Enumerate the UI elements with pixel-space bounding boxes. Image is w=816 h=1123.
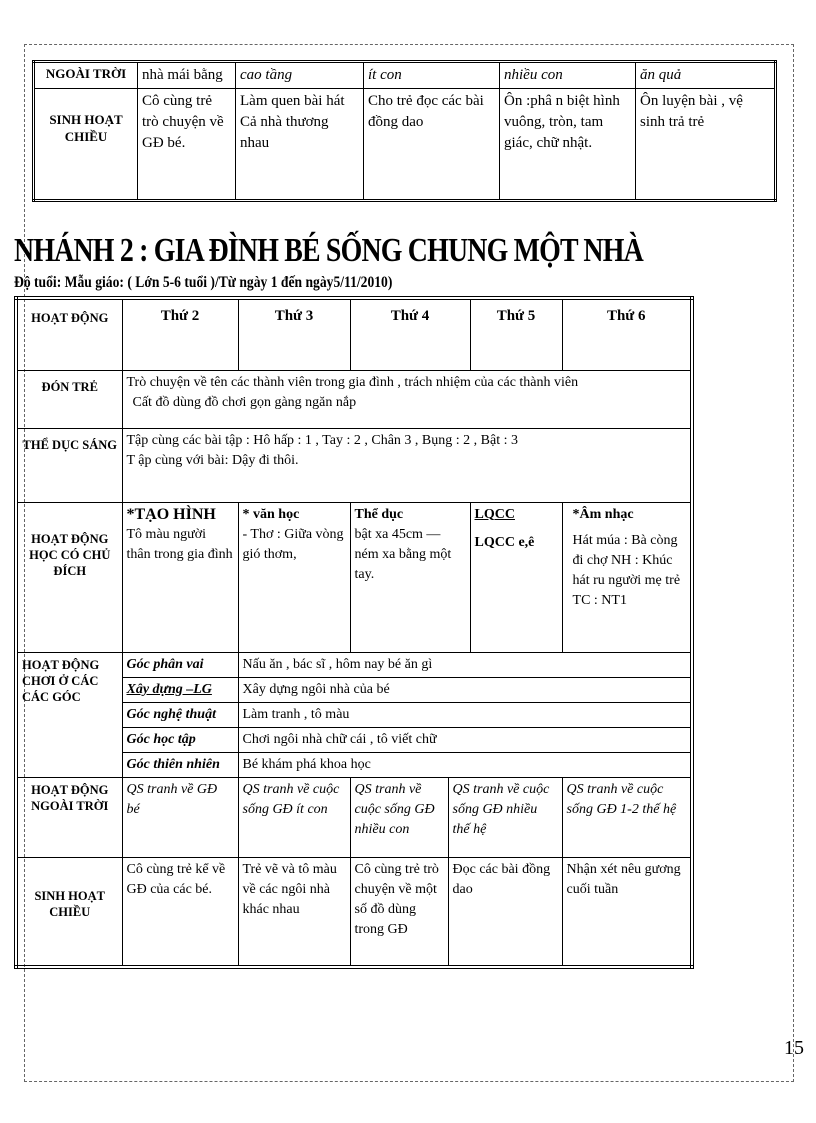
table-cell: Cô cùng trẻ trò chuyện về một số đồ dùng trong GĐ — [350, 857, 448, 967]
row-label: SINH HOẠT CHIỀU — [16, 857, 122, 967]
page-subtitle: Độ tuổi: Mẫu giáo: ( Lớn 5-6 tuổi )/Từ ngày 1 đến ngày5/11/2010) — [14, 274, 393, 291]
cell-body: LQCC e,ê — [474, 534, 535, 550]
don-tre-row — [16, 370, 692, 428]
table-cell: ăn quả — [636, 62, 776, 89]
cell-head: LQCC — [474, 506, 515, 522]
corner-content: Nấu ăn , bác sĩ , hôm nay bé ăn gì — [238, 652, 692, 677]
row-label: HOẠT ĐỘNG CHƠI Ở CÁC CÁC GÓC — [16, 652, 122, 777]
row-label: NGOÀI TRỜI — [34, 62, 138, 89]
table-cell — [470, 502, 562, 652]
table-cell: Cô cùng trẻ kể về GĐ của các bé. — [122, 857, 238, 967]
table-cell: Cho trẻ đọc các bài đồng dao — [364, 89, 500, 201]
table-cell: Trẻ vẽ và tô màu về các ngôi nhà khác nhau — [238, 857, 350, 967]
top-table — [32, 60, 777, 202]
table-cell: cao tầng — [236, 62, 364, 89]
line: Cất đồ dùng đồ chơi gọn gàng ngăn nắp — [132, 394, 357, 410]
line: Tập cùng các bài tập : Hô hấp : 1 , Tay : 2 , Chân 3 , Bụng : 2 , Bật : 3 — [126, 432, 518, 448]
corner-name: Góc nghệ thuật — [122, 702, 238, 727]
table-cell: Nhận xét nêu gương cuối tuần — [562, 857, 692, 967]
line: Trò chuyện về tên các thành viên trong gia đình , trách nhiệm của các thành viên — [126, 374, 579, 390]
table-cell — [122, 370, 692, 428]
sinh-hoat-row — [16, 857, 692, 967]
schedule-table — [14, 296, 694, 969]
table-cell: ít con — [364, 62, 500, 89]
row-label: SINH HOẠT CHIỀU — [34, 89, 138, 201]
corner-content: Làm tranh , tô màu — [238, 702, 692, 727]
table-cell: Ôn :phâ n biệt hình vuông, tròn, tam giác, chữ nhật. — [500, 89, 636, 201]
corner-name: Góc học tập — [122, 727, 238, 752]
hoc-row — [16, 502, 692, 652]
corner-name: Góc phân vai — [122, 652, 238, 677]
cell-head: *TẠO HÌNH — [126, 505, 216, 523]
table-cell: QS tranh về cuộc sống GĐ 1-2 thế hệ — [562, 777, 692, 857]
table-cell: nhà mái bằng — [138, 62, 236, 89]
table-cell: Đọc các bài đồng dao — [448, 857, 562, 967]
table-cell: QS tranh về GĐ bé — [122, 777, 238, 857]
goc-row — [16, 652, 692, 677]
table-cell — [122, 502, 238, 652]
table-cell: Cô cùng trẻ trò chuyện về GĐ bé. — [138, 89, 236, 201]
corner-name: Góc thiên nhiên — [122, 752, 238, 777]
row-label: HOẠT ĐỘNG HỌC CÓ CHỦ ĐÍCH — [16, 502, 122, 652]
table-cell: Làm quen bài hát Cả nhà thương nhau — [236, 89, 364, 201]
cell-head: *Âm nhạc — [572, 506, 634, 522]
cell-body: Hát múa : Bà còng đi chợ NH : Khúc hát ru người mẹ trẻ TC : NT1 — [572, 532, 681, 608]
page-number: 15 — [784, 1037, 804, 1059]
page-title: NHÁNH 2 : GIA ĐÌNH BÉ SỐNG CHUNG MỘT NHÀ — [14, 232, 643, 269]
table-cell — [238, 502, 350, 652]
cell-head: * văn học — [242, 506, 300, 522]
table-cell: QS tranh về cuộc sống GĐ ít con — [238, 777, 350, 857]
table-cell — [562, 502, 692, 652]
cell-body: Tô màu người thân trong gia đình — [126, 526, 233, 562]
table-cell: QS tranh về cuộc sống GĐ nhiều con — [350, 777, 448, 857]
the-duc-row — [16, 428, 692, 502]
header-label: HOẠT ĐỘNG — [16, 298, 122, 370]
day-header: Thứ 2 — [122, 298, 238, 370]
header-row — [16, 298, 692, 370]
day-header: Thứ 4 — [350, 298, 470, 370]
day-header: Thứ 3 — [238, 298, 350, 370]
table-cell: nhiều con — [500, 62, 636, 89]
row-label: HOẠT ĐỘNG NGOÀI TRỜI — [16, 777, 122, 857]
corner-content: Bé khám phá khoa học — [238, 752, 692, 777]
cell-body: - Thơ : Giữa vòng gió thơm, — [242, 526, 344, 562]
line: T ập cùng với bài: Dậy đi thôi. — [126, 452, 299, 468]
table-cell: QS tranh về cuộc sống GĐ nhiều thế hệ — [448, 777, 562, 857]
table-row — [34, 89, 776, 201]
cell-head: Thể dục — [354, 506, 404, 522]
table-cell — [350, 502, 470, 652]
day-header: Thứ 5 — [470, 298, 562, 370]
corner-content: Xây dựng ngôi nhà của bé — [238, 677, 692, 702]
table-row — [34, 62, 776, 89]
cell-body: bật xa 45cm — ném xa bằng một tay. — [354, 526, 452, 582]
row-label: ĐÓN TRẺ — [16, 370, 122, 428]
ngoai-troi-row — [16, 777, 692, 857]
day-header: Thứ 6 — [562, 298, 692, 370]
table-cell — [122, 428, 692, 502]
table-cell: Ôn luyện bài , vệ sinh trả trẻ — [636, 89, 776, 201]
row-label: THỂ DỤC SÁNG — [16, 428, 122, 502]
corner-content: Chơi ngôi nhà chữ cái , tô viết chữ — [238, 727, 692, 752]
corner-name: Xây dựng –LG — [122, 677, 238, 702]
